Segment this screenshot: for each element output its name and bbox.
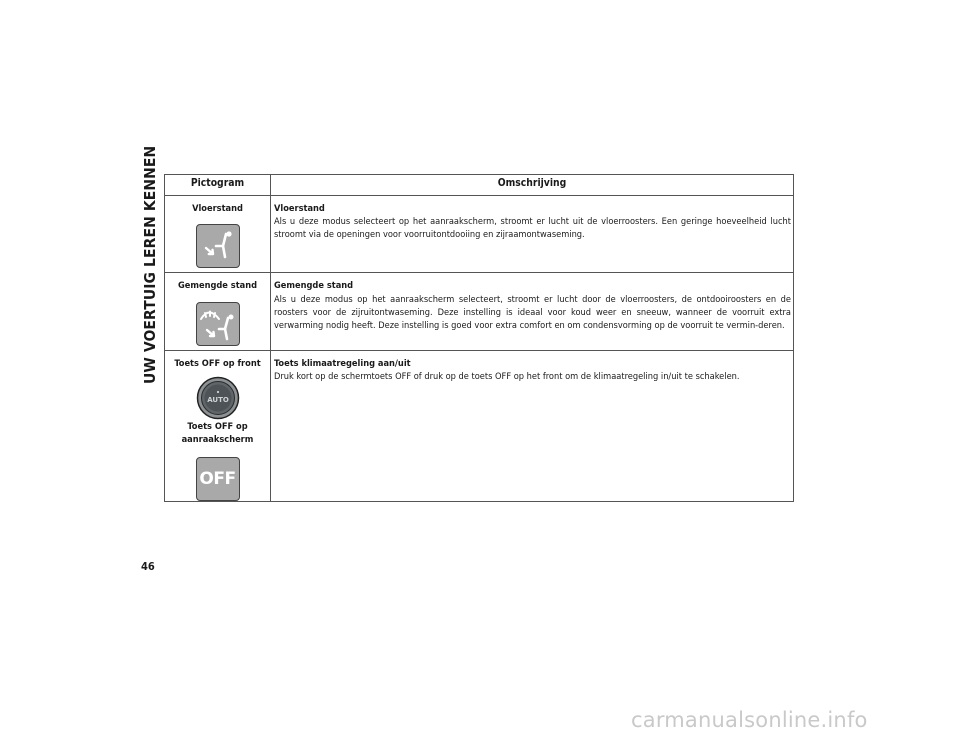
page-number: 46 (141, 560, 155, 573)
description-title: Toets klimaatregeling aan/uit (274, 357, 411, 369)
description-title: Gemengde stand (274, 280, 354, 292)
description-text: Druk kort op de schermtoets OFF of druk op de toets OFF op het front om de klimaatregeling in/uit te schakelen. (274, 371, 740, 383)
description-cell (271, 350, 794, 501)
pictogram-label: Toets OFF op front (174, 357, 261, 369)
table-header-row (165, 175, 794, 196)
pictogram-sub-label: Toets OFF op aanraakscherm (181, 421, 254, 445)
climate-modes-table (164, 174, 794, 502)
pictogram-label: Vloerstand (192, 203, 243, 214)
pictogram-cell (165, 196, 271, 273)
floor-mode-glyph (197, 225, 239, 267)
table-row (165, 196, 794, 273)
table-row (165, 350, 794, 501)
description-text: Als u deze modus op het aanraakscherm selecteert, stroomt er lucht door de vloerroosters, de ontdooiroosters en de roosters voor de zijruitontwaseming. Deze instelling is ideaal voor koud weer en sneeuw, wanneer de voorruit extra verwarming nodig heeft. Deze instelling is goed voor extra comfort en om condensvorming op de voorruit te vermin-deren. (274, 293, 791, 332)
chapter-title: UW VOERTUIG LEREN KENNEN (141, 145, 159, 384)
description-title: Vloerstand (274, 203, 325, 214)
off-touchscreen-icon: OFF (196, 457, 240, 501)
description-cell (271, 196, 794, 273)
floor-mode-icon (196, 224, 240, 268)
description-cell (271, 273, 794, 350)
table-row (165, 273, 794, 350)
header-omschrijving: Omschrijving (271, 175, 794, 196)
mix-mode-icon (196, 302, 240, 346)
mix-mode-glyph (197, 303, 239, 345)
pictogram-label: Gemengde stand (177, 280, 258, 292)
climate-off-knob-icon (196, 376, 240, 420)
knob-auto-label: AUTO (206, 396, 229, 405)
pictogram-cell (165, 350, 271, 501)
description-text: Als u deze modus selecteert op het aanraakscherm, stroomt er lucht uit de vloerroosters. Een geringe hoeveelheid lucht stroomt via de openingen voor voorruitontdooiing en zijraamontwaseming. (274, 216, 791, 241)
pictogram-cell (165, 273, 271, 350)
header-pictogram: Pictogram (165, 175, 271, 196)
watermark: carmanualsonline.info (631, 708, 868, 732)
